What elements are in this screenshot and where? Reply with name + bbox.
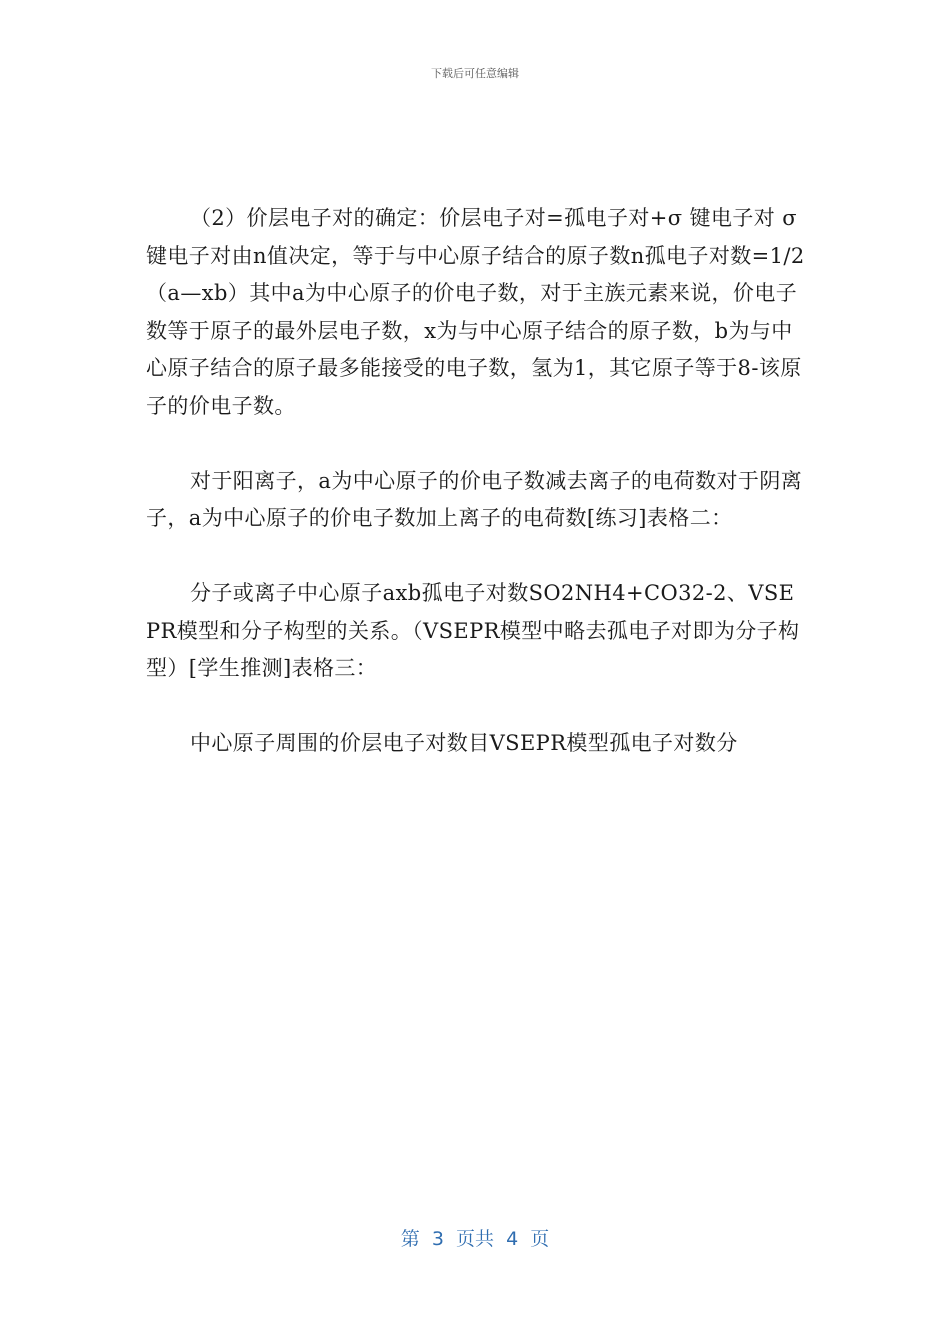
paragraph-ion-charge: 对于阳离子，a为中心原子的价电子数减去离子的电荷数对于阴离子，a为中心原子的价电子数加上离子的电荷数[练习]表格二： — [146, 468, 803, 530]
page-number-footer: 第 3 页共 4 页 — [400, 1228, 550, 1250]
paragraph-table-two-vsepr: 分子或离子中心原子axb孤电子对数SO2NH4+CO32-2、VSEPR模型和分子构型的关系。（VSEPR模型中略去孤电子对即为分子构型）[学生推测]表格三： — [146, 581, 800, 680]
header-note: 下载后可任意编辑 — [431, 67, 519, 80]
document-body — [146, 200, 806, 763]
paragraph-table-three-header: 中心原子周围的价层电子对数目VSEPR模型孤电子对数分 — [190, 731, 738, 755]
paragraph-valence-electron-pairs: （2）价层电子对的确定：价层电子对=孤电子对+σ 键电子对 σ 键电子对由n值决定，等于与中心原子结合的原子数n孤电子对数=1/2（a—xb）其中a为中心原子的价电子数，对于主族元素来说，价电子数等于原子的最外层电子数，x为与中心原子结合的原子数，b为与中心原子结合的原子最多能接受的电子数，氢为1，其它原子等于8-该原子的价电子数。 — [146, 206, 805, 418]
